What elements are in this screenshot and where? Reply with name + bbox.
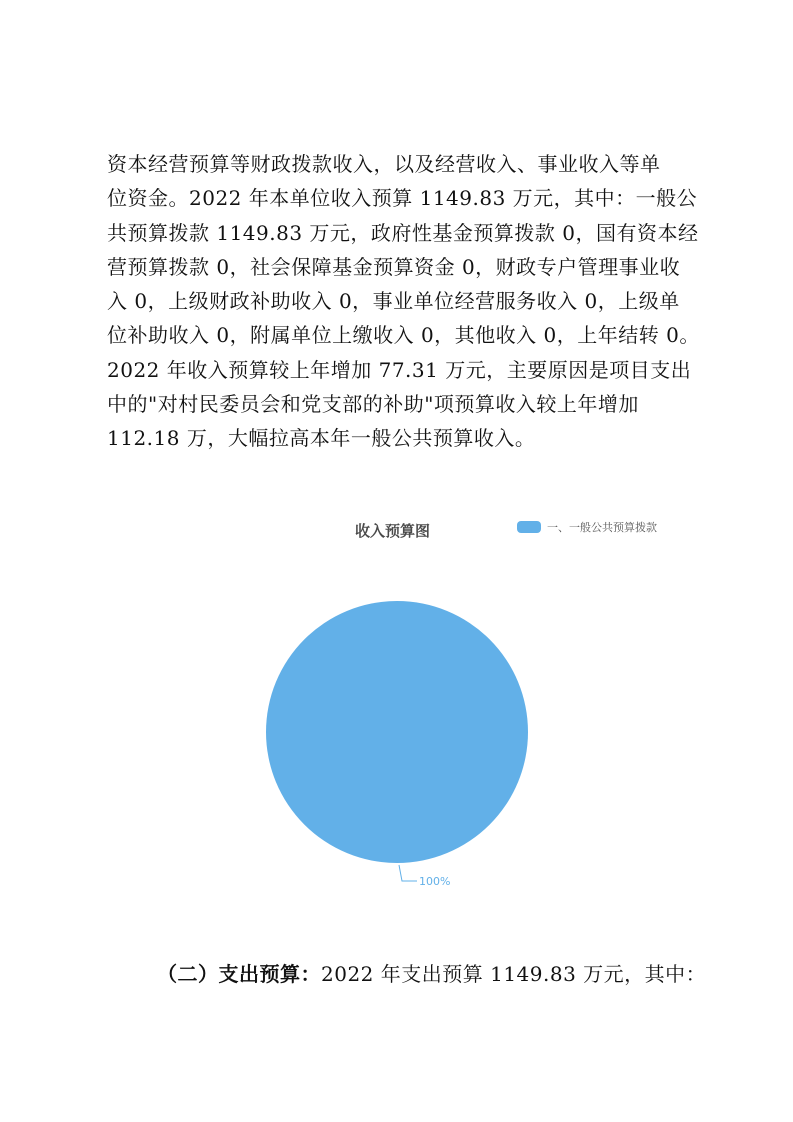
pie-data-label: 100% [419,875,451,888]
section-text: 2022 年支出预算 1149.83 万元，其中： [321,962,707,986]
paragraph-line: 入 0，上级财政补助收入 0，事业单位经营服务收入 0，上级单 [107,289,680,314]
expenditure-section [157,957,706,991]
legend-label: 一、一般公共预算拨款 [547,521,657,534]
chart-title: 收入预算图 [355,522,431,540]
paragraph-line: 112.18 万，大幅拉高本年一般公共预算收入。 [107,426,536,451]
section-heading: （二）支出预算： [157,962,321,986]
pie-slice[interactable] [266,601,528,863]
paragraph-line: 中的"对村民委员会和党支部的补助"项预算收入较上年增加 [107,392,639,417]
income-budget-chart [255,510,675,890]
paragraph-line: 共预算拨款 1149.83 万元，政府性基金预算拨款 0，国有资本经 [107,220,699,245]
paragraph-line: 位资金。2022 年本单位收入预算 1149.83 万元，其中：一般公 [107,186,698,211]
pie-label-line [399,865,417,881]
paragraph-line: 资本经营预算等财政拨款收入，以及经营收入、事业收入等单 [107,152,661,176]
income-paragraph [107,147,700,456]
paragraph-line: 2022 年收入预算较上年增加 77.31 万元，主要原因是项目支出 [107,357,692,382]
paragraph-line: 营预算拨款 0，社会保障基金预算资金 0，财政专户管理事业收 [107,254,681,279]
paragraph-line: 位补助收入 0，附属单位上缴收入 0，其他收入 0，上年结转 0。 [107,323,700,348]
pie-chart [255,510,675,890]
